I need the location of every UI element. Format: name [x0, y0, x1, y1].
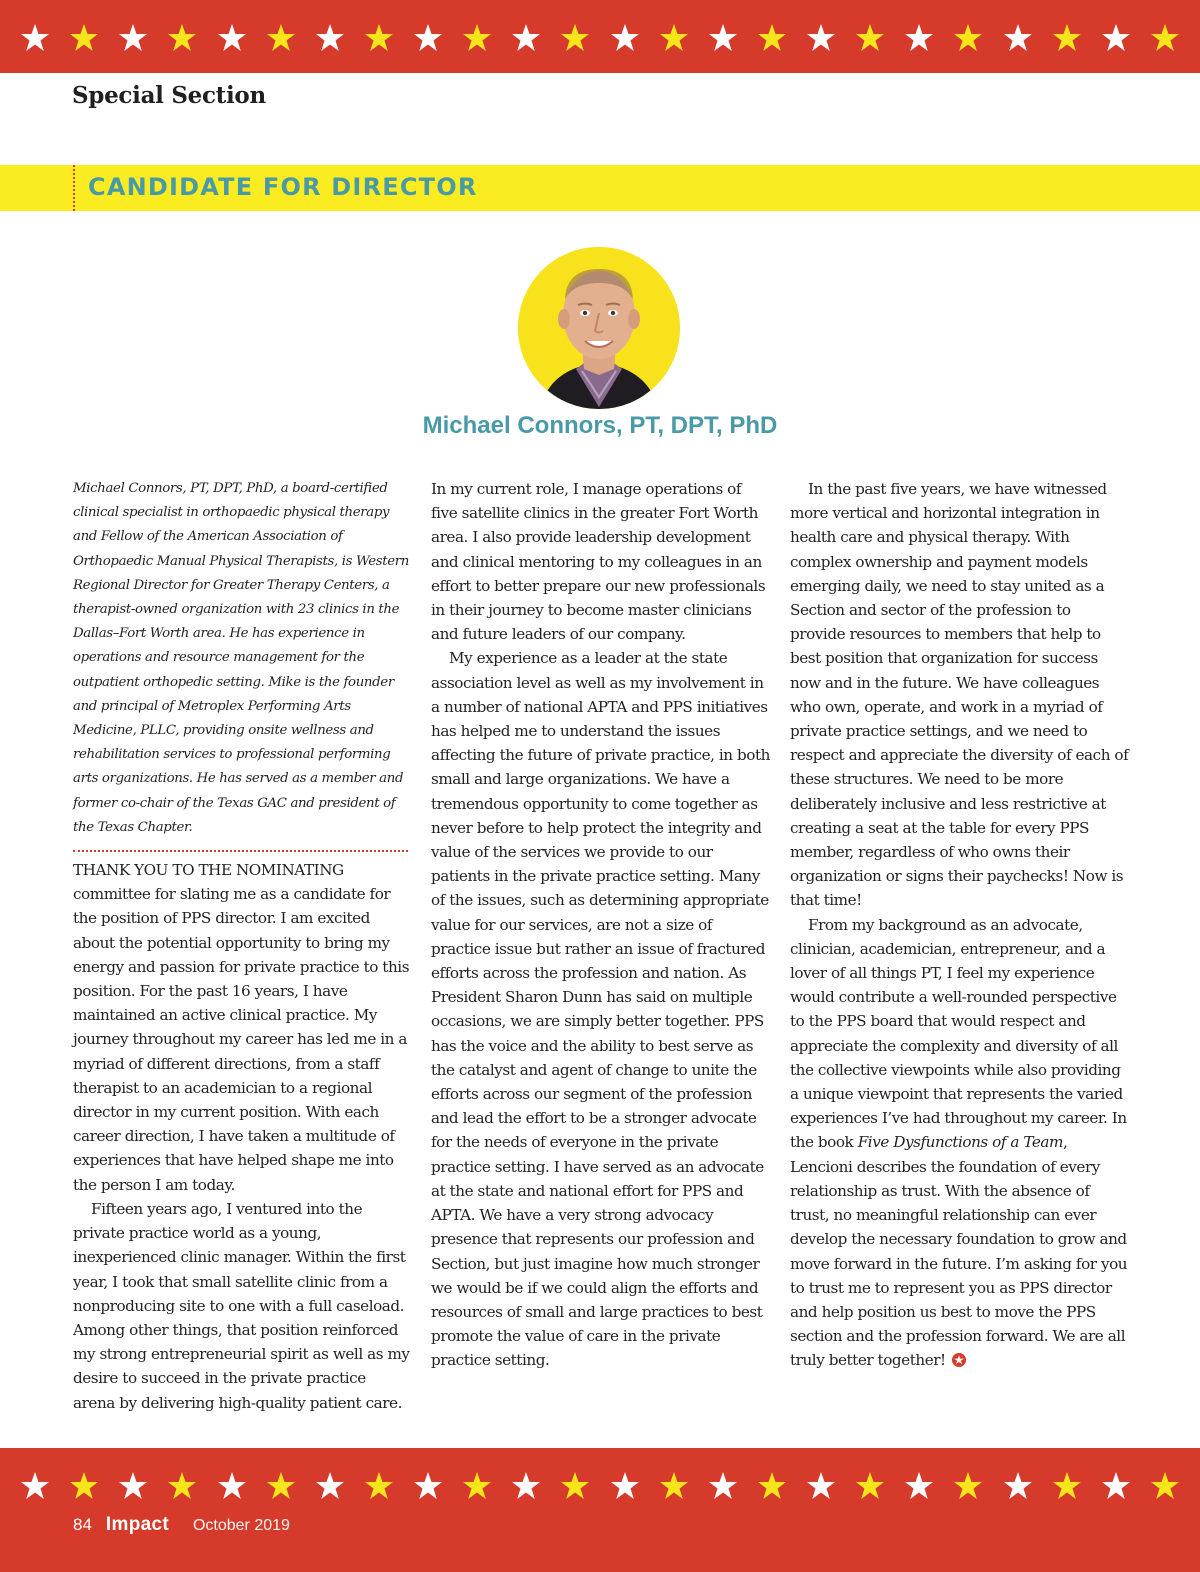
white-star-icon: [315, 1471, 345, 1501]
page-footer: [73, 1514, 290, 1536]
article-paragraph-1-text: committee for slating me as a candidate for the position of PPS director. I am excited about the potential opportunity to bring my energy and passion for private practice to this position. For the past 16 years, I have maintained an active clinical practice. My journey throughout my career has led me in a myriad of different directions, from a staff therapist to an academician to a regional director in my current position. With each career direction, I have taken a multitude of experiences that have helped shape me into the person I am today.: [73, 885, 410, 1194]
book-title: Five Dysfunctions of a Team: [857, 1133, 1063, 1152]
white-star-icon: [118, 1471, 148, 1501]
white-star-icon: [413, 23, 443, 53]
article-paragraph-1: [73, 858, 411, 1197]
white-star-icon: [217, 23, 247, 53]
yellow-star-icon: [69, 23, 99, 53]
yellow-star-icon: [462, 1471, 492, 1501]
white-star-icon: [708, 1471, 738, 1501]
yellow-star-icon: [953, 1471, 983, 1501]
article-column-3: [790, 477, 1130, 1373]
article-paragraph-5: In the past five years, we have witnessed more vertical and horizontal integration in health care and physical therapy. With complex ownership and payment models emerging daily, we need to stay united as a Section and sector of the profession to provide resources to members that help to best position that organization for success now and in the future. We have colleagues who own, operate, and work in a myriad of private practice settings, and we need to respect and appreciate the diversity of each of these structures. We need to be more deliberately inclusive and less restrictive at creating a seat at the table for every PPS member, regardless of who owns their organization or signs their paychecks! Now is that time!: [790, 480, 1129, 910]
yellow-star-icon: [659, 1471, 689, 1501]
column-1: [73, 477, 411, 1415]
yellow-star-icon: [364, 1471, 394, 1501]
article-column-1: [73, 858, 411, 1415]
bottom-star-row: [20, 1466, 1180, 1506]
top-star-band: [0, 0, 1200, 73]
article-paragraph-3: In my current role, I manage operations of five satellite clinics in the greater Fort Worth area. I also provide leadership development and clinical mentoring to my colleagues in an effort to better prepare our new professionals in their journey to become master clinicians and future leaders of our company.: [431, 480, 766, 644]
yellow-star-icon: [69, 1471, 99, 1501]
yellow-star-icon: [1052, 1471, 1082, 1501]
yellow-star-icon: [757, 23, 787, 53]
column-2: [431, 477, 771, 1373]
column-3: [790, 477, 1130, 1373]
page-number: 84: [73, 1515, 92, 1534]
yellow-star-icon: [953, 23, 983, 53]
white-star-icon: [118, 23, 148, 53]
article-paragraph-2: Fifteen years ago, I ventured into the private practice world as a young, inexperienced clinic manager. Within the first year, I took that small satellite clinic from a nonproducing site to one with a full caseload. Among other things, that position reinforced my strong entrepreneurial spirit as well as my desire to succeed in the private practice arena by delivering high-quality patient care.: [73, 1199, 410, 1412]
white-star-icon: [315, 23, 345, 53]
article-paragraph-4: My experience as a leader at the state association level as well as my involvement in a number of national APTA and PPS initiatives has helped me to understand the issues affecting the future of private practice, in both small and large organizations. We have a tremendous opportunity to come together as never before to help protect the integrity and value of the services we provide to our patients in the private practice setting. Many of the issues, such as determining appropriate value for our services, are not a size of practice issue but rather an issue of fractured efforts across the profession and nation. As President Sharon Dunn has said on multiple occasions, we are simply better together. PPS has the voice and the ability to best serve as the catalyst and agent of change to unite the efforts across our segment of the profession and lead the effort to be a stronger advocate for the needs of everyone in the private practice setting. I have served as an advocate at the state and national effort for PPS and APTA. We have a very strong advocacy presence that represents our profession and Section, but just imagine how much stronger we would be if we could align the efforts and resources of small and large practices to best promote the value of care in the private practice setting.: [431, 649, 770, 1370]
bio-divider: [73, 850, 408, 852]
white-star-icon: [20, 1471, 50, 1501]
yellow-star-icon: [855, 23, 885, 53]
yellow-star-icon: [462, 23, 492, 53]
yellow-star-icon: [1150, 1471, 1180, 1501]
white-star-icon: [511, 1471, 541, 1501]
yellow-star-icon: [560, 23, 590, 53]
white-star-icon: [806, 1471, 836, 1501]
yellow-star-icon: [364, 23, 394, 53]
banner-dotted-rule: [73, 165, 75, 211]
end-star-icon: [952, 1353, 966, 1367]
portrait-photo-icon: [518, 247, 680, 409]
yellow-star-icon: [757, 1471, 787, 1501]
white-star-icon: [1101, 1471, 1131, 1501]
white-star-icon: [1101, 23, 1131, 53]
yellow-star-icon: [659, 23, 689, 53]
yellow-star-icon: [855, 1471, 885, 1501]
white-star-icon: [20, 23, 50, 53]
article-column-2: [431, 477, 771, 1373]
white-star-icon: [1003, 23, 1033, 53]
yellow-star-icon: [266, 1471, 296, 1501]
white-star-icon: [904, 1471, 934, 1501]
candidate-bio: Michael Connors, PT, DPT, PhD, a board-certified clinical specialist in orthopaedic physical therapy and Fellow of the American Association of Orthopaedic Manual Physical Therapists, is Western Regional Director for Greater Therapy Centers, a therapist-owned organization with 23 clinics in the Dallas–Fort Worth area. He has experience in operations and resource management for the outpatient orthopedic setting. Mike is the founder and principal of Metroplex Performing Arts Medicine, PLLC, providing onsite wellness and rehabilitation services to professional performing arts organizations. He has served as a member and former co-chair of the Texas GAC and president of the Texas Chapter.: [73, 481, 409, 835]
magazine-name: Impact: [105, 1514, 169, 1535]
white-star-icon: [610, 23, 640, 53]
white-star-icon: [610, 1471, 640, 1501]
article-paragraph-6-text: From my background as an advocate, clinician, academician, entrepreneur, and a lover of all things PT, I feel my experience would contribute a well-rounded perspective to the PPS board that would respect and appreciate the complexity and diversity of all the collective viewpoints while also providing a unique viewpoint that represents the varied experiences I’ve had throughout my career. In the book: [790, 915, 1127, 1152]
issue-date: October 2019: [192, 1517, 290, 1534]
white-star-icon: [413, 1471, 443, 1501]
banner-title: CANDIDATE FOR DIRECTOR: [88, 173, 478, 201]
candidate-portrait: [518, 247, 680, 409]
white-star-icon: [806, 23, 836, 53]
yellow-star-icon: [1150, 23, 1180, 53]
yellow-star-icon: [1052, 23, 1082, 53]
section-label: Special Section: [72, 82, 266, 109]
white-star-icon: [708, 23, 738, 53]
candidate-name: Michael Connors, PT, DPT, PhD: [422, 412, 778, 439]
yellow-star-icon: [560, 1471, 590, 1501]
yellow-star-icon: [266, 23, 296, 53]
white-star-icon: [217, 1471, 247, 1501]
article-lead-in: THANK YOU TO THE NOMINATING: [73, 861, 344, 880]
article-paragraph-6: [790, 913, 1130, 1373]
top-star-row: [20, 18, 1180, 58]
article-paragraph-6-ending: , Lencioni describes the foundation of every relationship as trust. With the absence of trust, no meaningful relationship can ever develop the necessary foundation to grow and move forward in the future. I’m asking for you to trust me to represent you as PPS director and help position us best to move the PPS section and the profession forward. We are all truly better together!: [790, 1133, 1128, 1370]
bottom-star-band: [0, 1448, 1200, 1572]
white-star-icon: [904, 23, 934, 53]
white-star-icon: [1003, 1471, 1033, 1501]
yellow-star-icon: [167, 1471, 197, 1501]
white-star-icon: [511, 23, 541, 53]
candidate-banner: [0, 165, 1200, 211]
yellow-star-icon: [167, 23, 197, 53]
